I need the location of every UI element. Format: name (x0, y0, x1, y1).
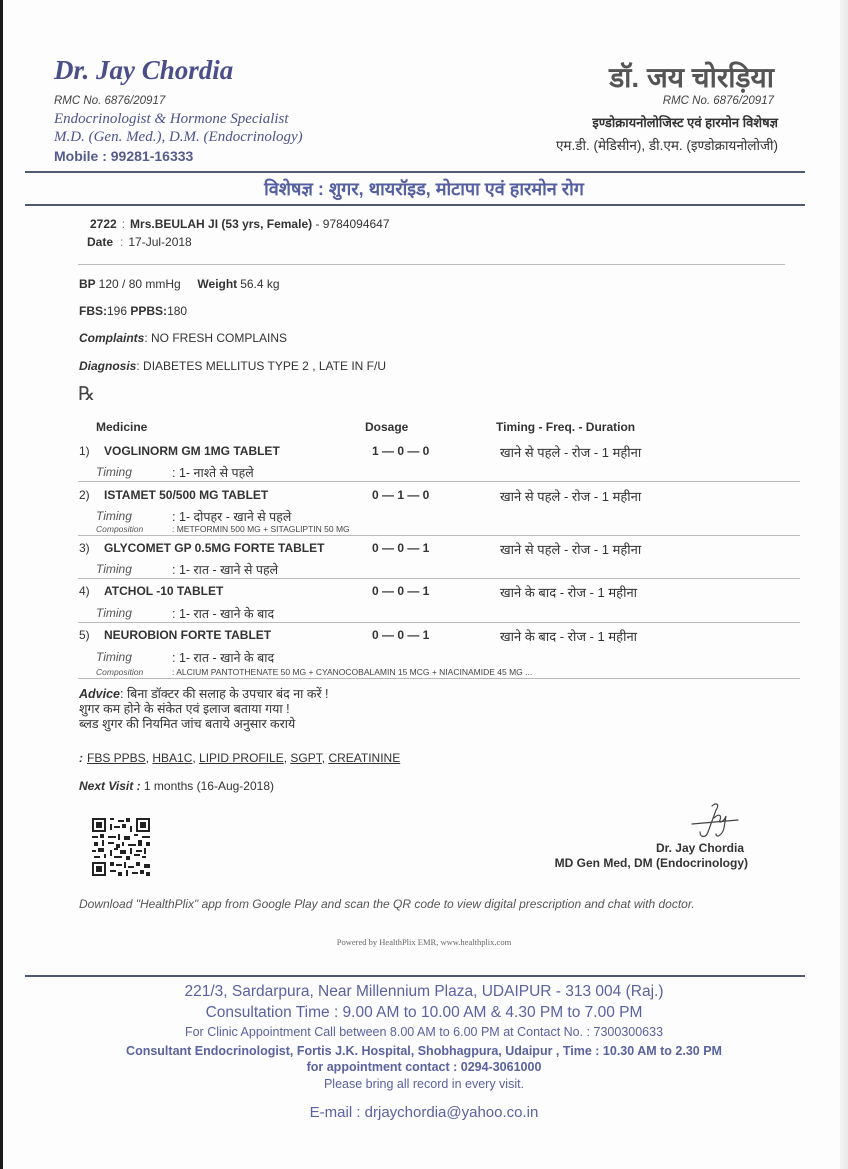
test-item: LIPID PROFILE (199, 751, 284, 765)
footer-divider (25, 975, 805, 977)
complaints-label: Complaints (79, 331, 145, 345)
medicine-name: NEUROBION FORTE TABLET (104, 628, 272, 642)
complaints-value: : NO FRESH COMPLAINS (144, 331, 288, 345)
test-item: CREATININE (328, 751, 401, 765)
doctor-name-english: Dr. Jay Chordia (54, 55, 234, 85)
sugar-line (79, 304, 187, 318)
weight-label: Weight (197, 277, 238, 291)
composition-label: Composition (96, 524, 144, 534)
doctor-email[interactable]: E-mail : drjaychordia@yahoo.co.in (309, 1104, 539, 1121)
column-header-dosage: Dosage (365, 420, 409, 434)
medicine-dosage: 1 — 0 — 0 (372, 444, 430, 458)
powered-by[interactable]: Powered by HealthPlix EMR, www.healthplix.com (336, 937, 512, 947)
specialization-hindi: इण्डोक्रायनोलोजिस्ट एवं हारमोन विशेषज्ञ (592, 115, 778, 130)
tests-line (79, 751, 400, 765)
specialization-english: Endocrinologist & Hormone Specialist (54, 111, 289, 127)
medicine-name: ISTAMET 50/500 MG TABLET (104, 488, 269, 502)
complaints-line (79, 331, 287, 345)
clinic-appointment-contact: For Clinic Appointment Call between 8.00 AM to 6.00 PM at Contact No. : 7300300633 (184, 1025, 664, 1039)
download-app-note: Download "HealthPlix" app from Google Play and scan the QR code to view digital prescription and chat with doctor. (79, 897, 695, 911)
qualification-english: M.D. (Gen. Med.), D.M. (Endocrinology) (54, 129, 303, 145)
date-label: Date (87, 235, 114, 249)
rx-icon: ℞ (78, 384, 96, 405)
mobile-number: Mobile : 99281-16333 (54, 148, 194, 164)
medicine-timing-freq-duration: खाने से पहले - रोज - 1 महीना (500, 542, 642, 557)
medicine-number: 1) (79, 444, 90, 458)
signatory-qualification: MD Gen Med, DM (Endocrinology) (554, 856, 748, 870)
next-visit-label: Next Visit : (79, 779, 141, 793)
fbs-value: 196 (107, 304, 128, 318)
timing-value: : 1- दोपहर - खाने से पहले (172, 510, 292, 524)
ppbs-value: 180 (167, 304, 188, 318)
timing-label: Timing (96, 509, 132, 523)
diagnosis-label: Diagnosis (79, 359, 137, 373)
medicine-dosage: 0 — 0 — 1 (372, 584, 430, 598)
doctor-name-hindi: डॉ. जय चोरड़िया (609, 62, 774, 93)
fortis-appointment-contact: for appointment contact : 0294-3061000 (306, 1060, 542, 1074)
row-divider (78, 578, 800, 579)
composition-value: : ALCIUM PANTOTHENATE 50 MG + CYANOCOBALAMIN 15 MCG + NIACINAMIDE 45 MG ... (172, 667, 533, 677)
qualification-hindi: एम.डी. (मेडिसीन), डी.एम. (इण्डोक्रायनोलोजी) (555, 138, 778, 153)
timing-value: : 1- नाश्ते से पहले (172, 466, 254, 480)
clinic-address: 221/3, Sardarpura, Near Millennium Plaza, UDAIPUR - 313 004 (Raj.) (184, 983, 664, 1000)
medicine-name: GLYCOMET GP 0.5MG FORTE TABLET (104, 541, 325, 555)
medicine-number: 4) (79, 584, 90, 598)
medicine-dosage: 0 — 0 — 1 (372, 628, 430, 642)
row-divider (78, 622, 800, 623)
medicine-number: 3) (79, 541, 90, 555)
timing-value: : 1- रात - खाने से पहले (172, 563, 279, 577)
next-visit-line (79, 779, 274, 793)
visit-date: 17-Jul-2018 (128, 235, 192, 249)
bp-label: BP (79, 277, 96, 291)
patient-id-line: 2722 : Mrs.BEULAH JI (53 yrs, Female) - 9784094647 (90, 217, 390, 231)
vitals-line (79, 277, 280, 291)
signature-scribble (688, 802, 740, 840)
medicine-timing-freq-duration: खाने से पहले - रोज - 1 महीना (500, 445, 642, 460)
test-item: SGPT (290, 751, 322, 765)
test-separator: , (145, 751, 153, 765)
qr-code-icon[interactable] (92, 818, 150, 876)
fbs-label: FBS: (79, 304, 107, 318)
medicine-timing-freq-duration: खाने से पहले - रोज - 1 महीना (500, 489, 642, 504)
next-visit-value: 1 months (16-Aug-2018) (143, 779, 274, 793)
rmc-number-left: RMC No. 6876/20917 (54, 95, 166, 107)
row-divider (78, 535, 800, 536)
signatory-name: Dr. Jay Chordia (655, 841, 744, 855)
ppbs-label: PPBS: (130, 304, 168, 318)
diagnosis-line (79, 359, 386, 373)
advice-line-2: शुगर कम होने के संकेत एवं इलाज बताया गया ! (79, 702, 290, 716)
tests-prefix: : (79, 751, 83, 765)
timing-value: : 1- रात - खाने के बाद (172, 607, 275, 621)
medicine-number: 5) (79, 628, 90, 642)
composition-value: : METFORMIN 500 MG + SITAGLIPTIN 50 MG (172, 524, 350, 534)
rmc-number-right: RMC No. 6876/20917 (662, 95, 774, 107)
column-header-timing: Timing - Freq. - Duration (496, 420, 636, 434)
medicine-name: ATCHOL -10 TABLET (104, 584, 224, 598)
advice-label: Advice (79, 687, 120, 701)
patient-divider (78, 264, 785, 265)
medicine-dosage: 0 — 0 — 1 (372, 541, 430, 555)
timing-label: Timing (96, 465, 132, 479)
row-divider (78, 481, 800, 482)
composition-label: Composition (96, 667, 144, 677)
advice-block (79, 687, 329, 732)
header-divider-bottom (25, 204, 805, 206)
diagnosis-value: : DIABETES MELLITUS TYPE 2 , LATE IN F/U (136, 359, 386, 373)
test-item: FBS PPBS (87, 751, 146, 765)
patient-phone: - 9784094647 (315, 217, 390, 231)
bring-records-note: Please bring all record in every visit. (323, 1077, 525, 1091)
test-separator: , (283, 751, 291, 765)
weight-value: 56.4 kg (240, 277, 280, 291)
test-item: HBA1C (152, 751, 193, 765)
advice-line-1: : बिना डॉक्टर की सलाह के उपचार बंद ना करें ! (120, 687, 329, 701)
timing-label: Timing (96, 562, 132, 576)
patient-id: 2722 (90, 217, 117, 231)
test-separator: , (192, 751, 200, 765)
patient-name: Mrs.BEULAH JI (53 yrs, Female) (130, 217, 313, 231)
fortis-hospital-info: Consultant Endocrinologist, Fortis J.K. Hospital, Shobhagpura, Udaipur , Time : 10.30 AM to 2.30 PM (126, 1044, 722, 1058)
consultation-time: Consultation Time : 9.00 AM to 10.00 AM & 4.30 PM to 7.00 PM (205, 1004, 643, 1021)
timing-label: Timing (96, 606, 132, 620)
header-divider-top (25, 171, 805, 173)
medicine-name: VOGLINORM GM 1MG TABLET (104, 444, 280, 458)
medicine-timing-freq-duration: खाने के बाद - रोज - 1 महीना (500, 585, 638, 600)
row-divider (78, 678, 800, 679)
medicine-dosage: 0 — 1 — 0 (372, 488, 430, 502)
specialty-banner: विशेषज्ञ : शुगर, थायरॉइड, मोटापा एवं हारमोन रोग (264, 179, 584, 199)
visit-date-line: Date : 17-Jul-2018 (87, 235, 192, 249)
advice-line-3: ब्लड शुगर की नियमित जांच बताये अनुसार कराये (79, 717, 296, 731)
test-separator: , (321, 751, 329, 765)
bp-value: 120 / 80 mmHg (98, 277, 181, 291)
medicine-number: 2) (79, 488, 90, 502)
timing-value: : 1- रात - खाने के बाद (172, 651, 275, 665)
timing-label: Timing (96, 650, 132, 664)
column-header-medicine: Medicine (96, 420, 148, 434)
medicine-timing-freq-duration: खाने के बाद - रोज - 1 महीना (500, 629, 638, 644)
